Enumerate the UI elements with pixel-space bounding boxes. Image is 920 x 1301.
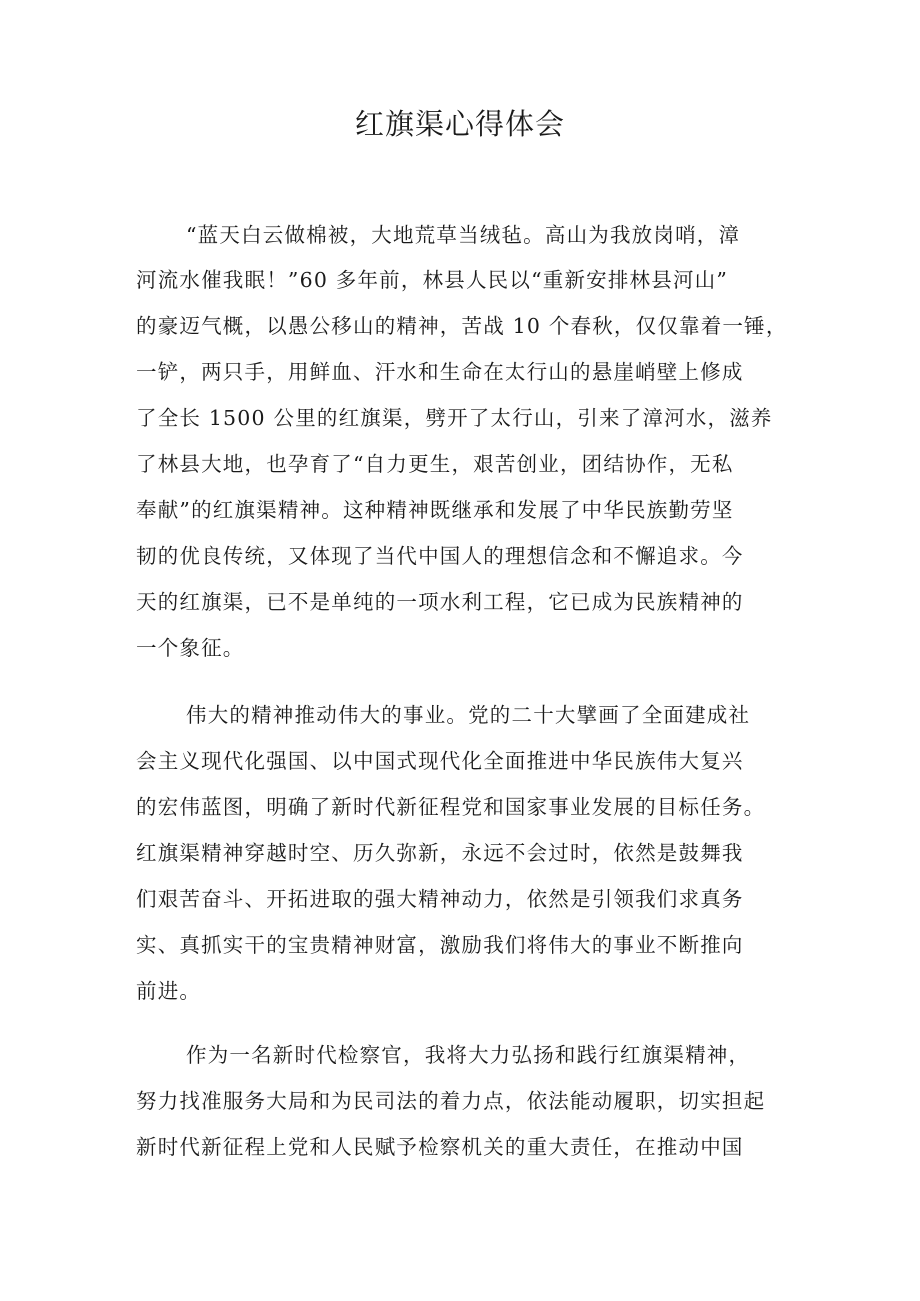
paragraph-2-line-3: 的宏伟蓝图，明确了新时代新征程党和国家事业发展的目标任务。	[136, 795, 766, 819]
paragraph-1-line-2: 河流水催我眠！”60 多年前，林县人民以“重新安排林县河山”	[136, 268, 729, 292]
paragraph-2-line-4: 红旗渠精神穿越时空、历久弥新，永远不会过时，依然是鼓舞我	[136, 841, 744, 865]
paragraph-3-line-1: 作为一名新时代检察官，我将大力弘扬和践行红旗渠精神，	[186, 1043, 751, 1067]
paragraph-2-line-5: 们艰苦奋斗、开拓进取的强大精神动力，依然是引领我们求真务	[136, 887, 744, 911]
paragraph-1-line-7: 奉献”的红旗渠精神。这种精神既继承和发展了中华民族勤劳坚	[136, 498, 734, 522]
document-title: 红旗渠心得体会	[354, 107, 565, 141]
paragraph-1-line-3: 的豪迈气概，以愚公移山的精神，苦战 10 个春秋，仅仅靠着一锤，	[136, 314, 788, 338]
paragraph-3-line-2: 努力找准服务大局和为民司法的着力点，依法能动履职，切实担起	[136, 1089, 766, 1113]
paragraph-1-line-5: 了全长 1500 公里的红旗渠，劈开了太行山，引来了漳河水，滋养	[136, 406, 773, 430]
paragraph-2-line-7: 前进。	[136, 979, 202, 1003]
paragraph-1-line-9: 天的红旗渠，已不是单纯的一项水利工程，它已成为民族精神的	[136, 590, 744, 614]
paragraph-2-line-2: 会主义现代化强国、以中国式现代化全面推进中华民族伟大复兴	[136, 749, 744, 773]
paragraph-3-line-3: 新时代新征程上党和人民赋予检察机关的重大责任，在推动中国	[136, 1135, 744, 1159]
paragraph-2-line-1: 伟大的精神推动伟大的事业。党的二十大擘画了全面建成社	[186, 703, 751, 727]
paragraph-1-line-1: “蓝天白云做棉被，大地荒草当绒毡。高山为我放岗哨，漳	[186, 223, 741, 247]
paragraph-2-line-6: 实、真抓实干的宝贵精神财富，激励我们将伟大的事业不断推向	[136, 933, 744, 957]
paragraph-1-line-6: 了林县大地，也孕育了“自力更生，艰苦创业，团结协作，无私	[136, 452, 734, 476]
paragraph-1-line-10: 一个象征。	[136, 636, 245, 660]
paragraph-1-line-4: 一铲，两只手，用鲜血、汗水和生命在太行山的悬崖峭壁上修成	[136, 360, 744, 384]
paragraph-1-line-8: 韧的优良传统，又体现了当代中国人的理想信念和不懈追求。今	[136, 544, 744, 568]
